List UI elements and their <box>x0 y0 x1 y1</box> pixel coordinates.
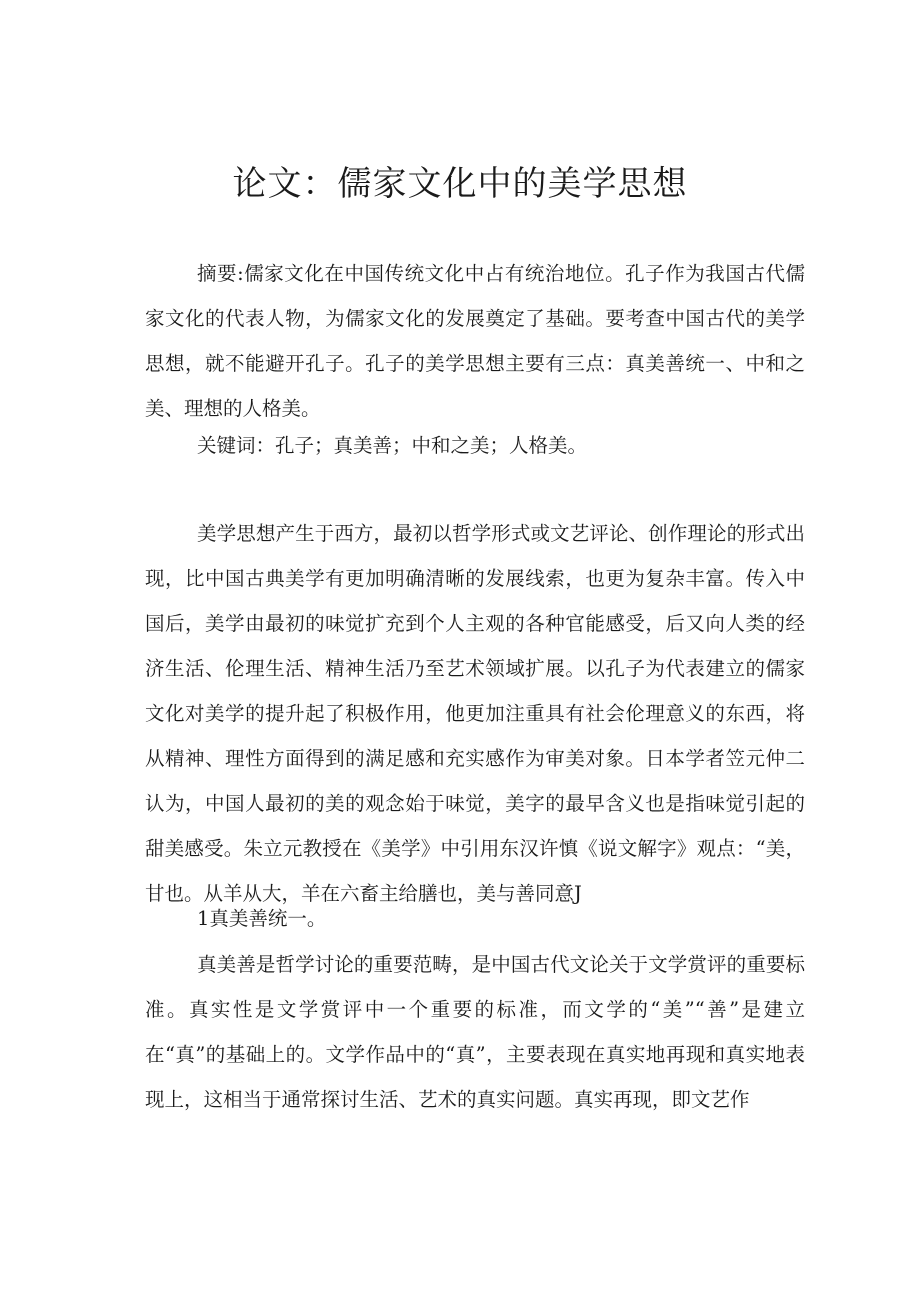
keywords-line: 关键词：孔子；真美善；中和之美；人格美。 <box>197 434 588 457</box>
body-paragraph: 真美善是哲学讨论的重要范畴，是中国古代文论关于文学赏评的重要标准。真实性是文学赏评中一个重要的标准，而文学的“美”“善”是建立在“真”的基础上的。文学作品中的“真”，主要表现在真实地再现和真实地表现上，这相当于通常探讨生活、艺术的真实问题。真实再现，即文艺作 <box>145 953 805 1111</box>
abstract-paragraph: 摘要:儒家文化在中国传统文化中占有统治地位。孔子作为我国古代儒家文化的代表人物，为儒家文化的发展奠定了基础。要考查中国古代的美学思想，就不能避开孔子。孔子的美学思想主要有三点：真美善统一、中和之美、理想的人格美。 <box>145 262 805 420</box>
section-heading: 1真美善统一。 <box>197 907 327 930</box>
document-title: 论文：儒家文化中的美学思想 <box>232 164 688 204</box>
body-paragraph: 美学思想产生于西方，最初以哲学形式或文艺评论、创作理论的形式出现，比中国古典美学有更加明确清晰的发展线索，也更为复杂丰富。传入中国后，美学由最初的味觉扩充到个人主观的各种官能感受，后又向人类的经济生活、伦理生活、精神生活乃至艺术领域扩展。以孔子为代表建立的儒家文化对美学的提升起了积极作用，他更加注重具有社会伦理意义的东西，将从精神、理性方面得到的满足感和充实感作为审美对象。日本学者笠元仲二认为，中国人最初的美的观念始于味觉，美字的最早含义也是指味觉引起的甜美感受。朱立元教授在《美学》中引用东汉许慎《说文解字》观点：“美，甘也。从羊从大，羊在六畜主给膳也，美与善同意J <box>145 522 805 905</box>
